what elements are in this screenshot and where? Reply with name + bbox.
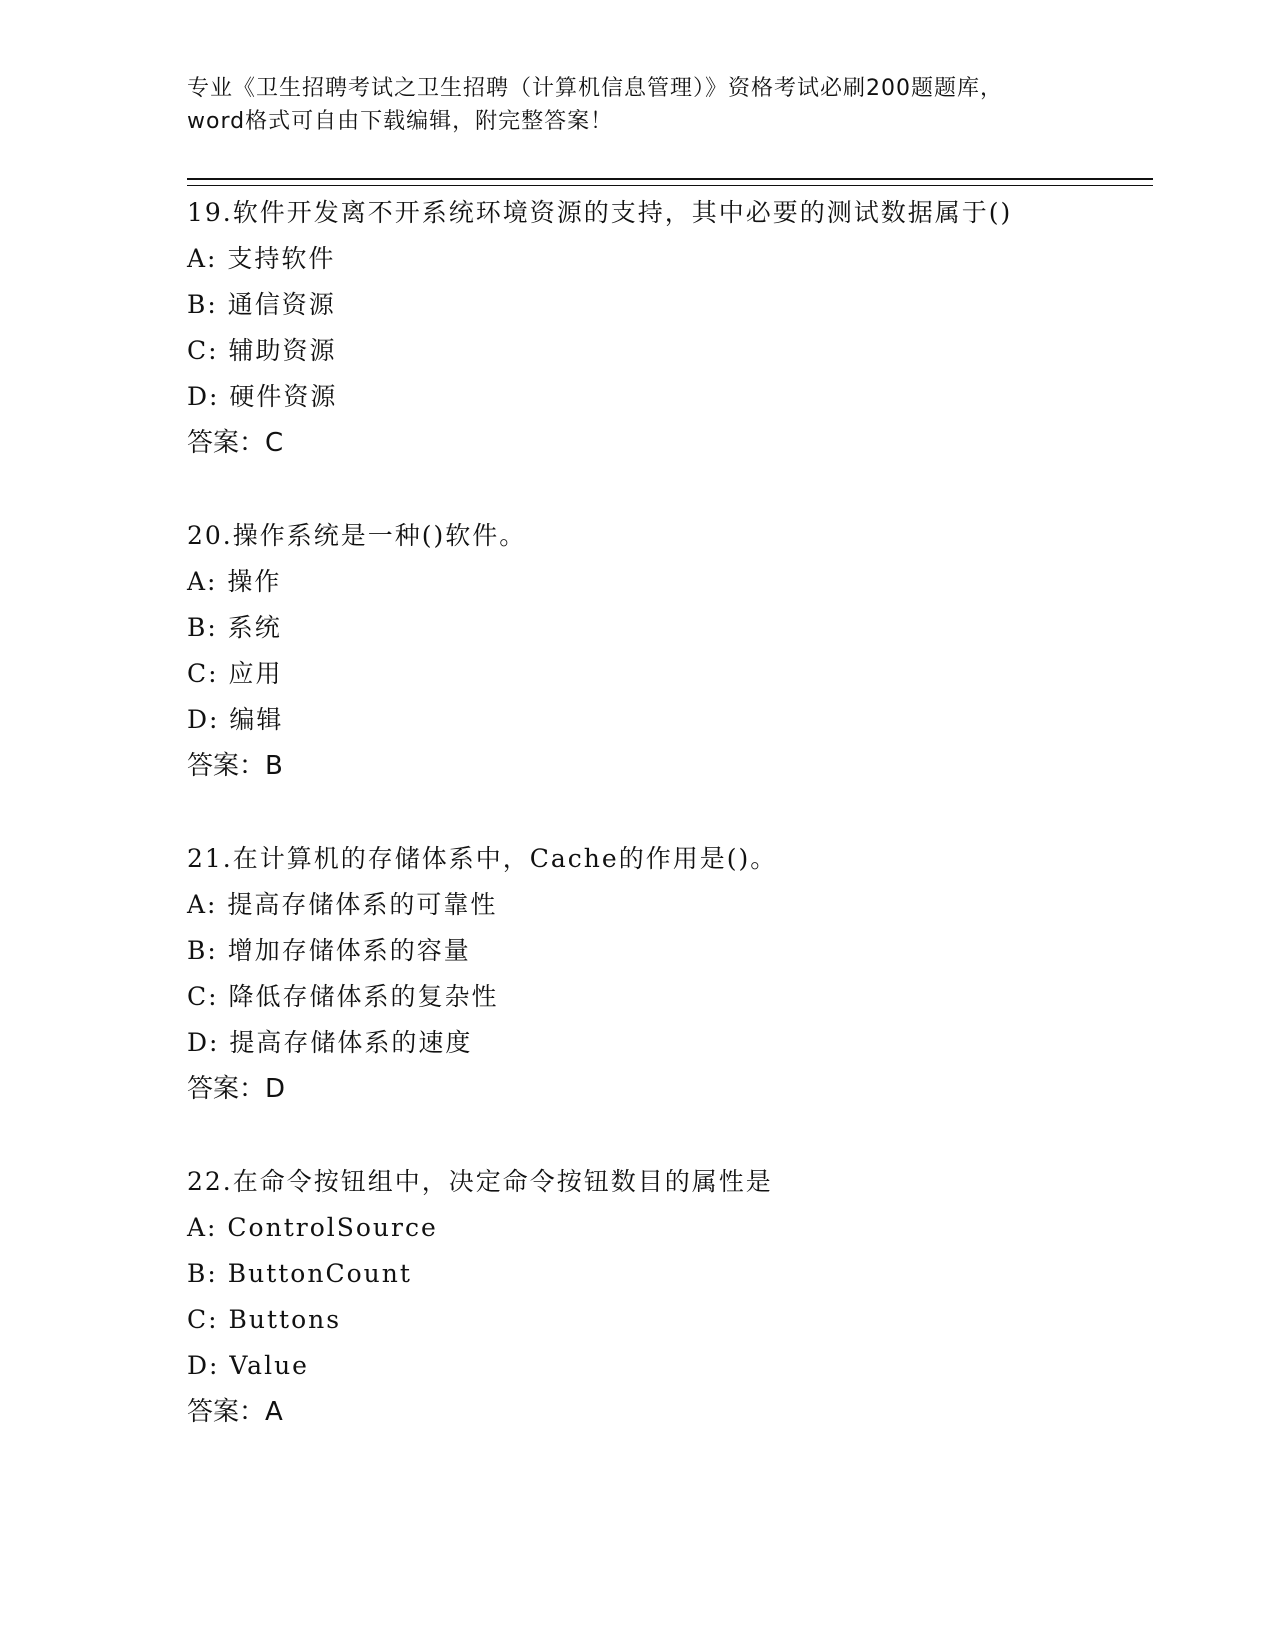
option-d: D: 硬件资源	[187, 382, 338, 411]
question-list	[187, 190, 1153, 1482]
question-stem: 19.软件开发离不开系统环境资源的支持，其中必要的测试数据属于()	[187, 198, 1013, 227]
answer-line: 答案：D	[187, 1074, 286, 1104]
option-d: D: 提高存储体系的速度	[187, 1028, 473, 1057]
question-19	[187, 190, 1153, 466]
question-stem: 21.在计算机的存储体系中，Cache的作用是()。	[187, 844, 778, 873]
answer-line: 答案：C	[187, 428, 284, 458]
header-divider	[187, 178, 1153, 186]
question-22	[187, 1159, 1153, 1435]
question-21	[187, 836, 1153, 1112]
answer-line: 答案：A	[187, 1397, 283, 1427]
option-a: A: 操作	[187, 567, 282, 596]
question-stem: 20.操作系统是一种()软件。	[187, 521, 527, 550]
option-b: B: ButtonCount	[187, 1259, 412, 1288]
option-d: D: 编辑	[187, 705, 284, 734]
document-header	[187, 72, 1087, 138]
header-line-2: word格式可自由下载编辑，附完整答案！	[187, 109, 614, 134]
answer-line: 答案：B	[187, 751, 283, 781]
option-a: A: ControlSource	[187, 1213, 438, 1242]
option-c: C: 辅助资源	[187, 336, 337, 365]
option-a: A: 提高存储体系的可靠性	[187, 890, 498, 919]
question-stem: 22.在命令按钮组中，决定命令按钮数目的属性是	[187, 1167, 773, 1196]
option-a: A: 支持软件	[187, 244, 336, 273]
header-line-1: 专业《卫生招聘考试之卫生招聘（计算机信息管理）》资格考试必刷200题题库，	[187, 76, 1003, 101]
option-c: C: 应用	[187, 659, 283, 688]
question-20	[187, 513, 1153, 789]
option-b: B: 增加存储体系的容量	[187, 936, 471, 965]
option-b: B: 系统	[187, 613, 282, 642]
option-d: D: Value	[187, 1351, 309, 1380]
option-c: C: 降低存储体系的复杂性	[187, 982, 499, 1011]
option-c: C: Buttons	[187, 1305, 342, 1334]
option-b: B: 通信资源	[187, 290, 336, 319]
